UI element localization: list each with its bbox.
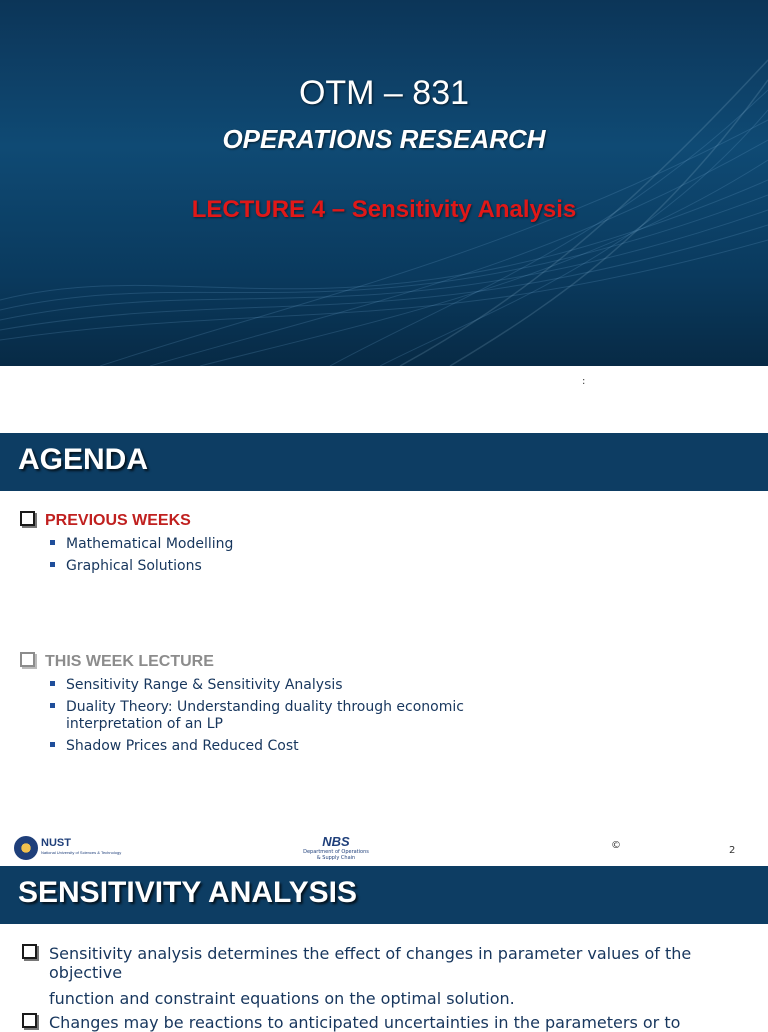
course-code: OTM – 831: [298, 74, 470, 112]
nbs-logo: [303, 835, 369, 861]
page-number: 2: [729, 845, 736, 856]
title-slide: [0, 0, 768, 366]
section-this-week: [20, 652, 214, 671]
this-week-list: [48, 677, 518, 760]
wave-decoration: [0, 0, 768, 366]
section-title: THIS WEEK LECTURE: [45, 653, 214, 670]
nust-logo: [14, 836, 121, 860]
agenda-heading: AGENDA: [0, 433, 768, 491]
checkbox-bullet-icon: [20, 652, 35, 667]
list-item: Sensitivity Range & Sensitivity Analysis: [48, 677, 518, 694]
list-item: Graphical Solutions: [48, 558, 233, 575]
checkbox-bullet-icon: [22, 1013, 37, 1028]
paragraph-line: Changes may be reactions to anticipated uncertainties in the parameters or to: [49, 1013, 681, 1032]
nbs-department: Department of Operations & Supply Chain: [303, 849, 369, 861]
lecture-title: LECTURE 4 – Sensitivity Analysis: [191, 196, 577, 223]
section-title: PREVIOUS WEEKS: [45, 512, 191, 529]
section-previous-weeks: [20, 511, 191, 530]
gap-mark: :: [582, 376, 586, 387]
list-item: Duality Theory: Understanding duality through economic interpretation of an LP: [48, 699, 518, 733]
nust-seal-icon: [14, 836, 38, 860]
nust-label: NUST: [41, 837, 71, 849]
list-item: Shadow Prices and Reduced Cost: [48, 738, 518, 755]
paragraph-line: Sensitivity analysis determines the effect of changes in parameter values of the objective: [49, 944, 692, 982]
nbs-label: NBS: [322, 834, 350, 849]
list-item: Mathematical Modelling: [48, 536, 233, 553]
paragraph-line: function and constraint equations on the optimal solution.: [49, 989, 515, 1008]
checkbox-bullet-icon: [20, 511, 35, 526]
sensitivity-heading: SENSITIVITY ANALYSIS: [0, 866, 768, 924]
slide-gap: [0, 366, 768, 433]
previous-weeks-list: [48, 536, 233, 580]
copyright-mark: ©: [611, 840, 621, 851]
nust-subtitle: National University of Sciences & Technology: [41, 850, 122, 855]
course-name: OPERATIONS RESEARCH: [222, 124, 546, 154]
checkbox-bullet-icon: [22, 944, 37, 959]
